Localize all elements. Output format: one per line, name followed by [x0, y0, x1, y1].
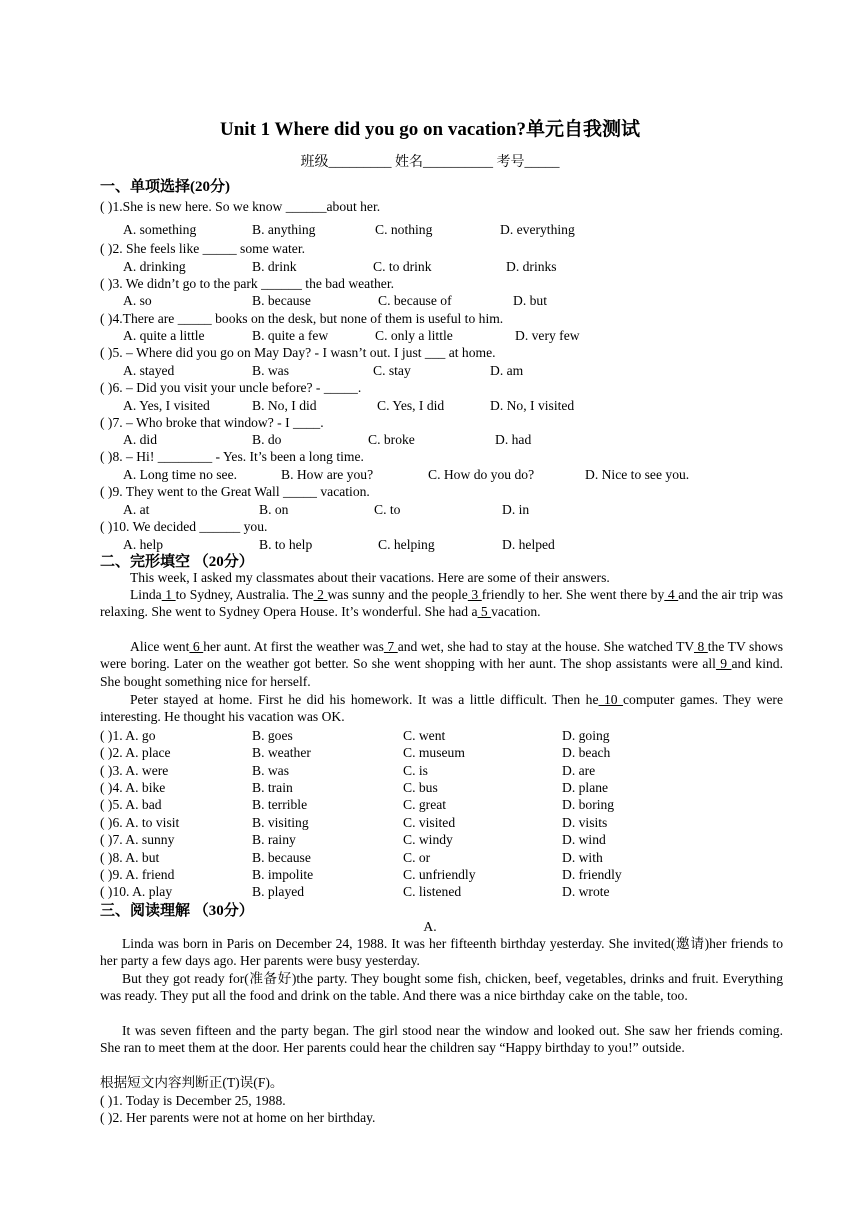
- cloze-option-7-c: C. windy: [403, 832, 453, 848]
- cloze-option-7-b: B. rainy: [252, 832, 296, 848]
- cloze-option-6-d: D. visits: [562, 814, 608, 830]
- cloze-blank-9: 9: [715, 656, 732, 672]
- mc-question-2-option-c: C. to drink: [373, 259, 432, 274]
- mc-question-2-stem: ( )2. She feels like _____ some water.: [100, 241, 305, 256]
- cloze-option-5-d: D. boring: [562, 797, 615, 813]
- cloze-option-10-c: C. listened: [403, 884, 462, 900]
- cloze-option-9-c: C. unfriendly: [403, 866, 476, 882]
- mc-question-10-stem: ( )10. We decided ______ you.: [100, 519, 268, 534]
- mc-question-6-option-c: C. Yes, I did: [377, 398, 445, 413]
- mc-question-3-option-a: A. so: [123, 293, 152, 308]
- mc-question-6-stem: ( )6. – Did you visit your uncle before? - _____.: [100, 380, 362, 395]
- mc-question-2-option-b: B. drink: [252, 259, 297, 274]
- cloze-intro: This week, I asked my classmates about their vacations. Here are some of their answers.: [130, 570, 610, 585]
- cloze-option-10-d: D. wrote: [562, 884, 610, 900]
- mc-question-4-option-c: C. only a little: [375, 328, 453, 343]
- cloze-option-2-d: D. beach: [562, 745, 611, 761]
- cloze-option-6-b: B. visiting: [252, 814, 309, 830]
- mc-question-9-option-a: A. at: [123, 502, 150, 517]
- mc-question-7-stem: ( )7. – Who broke that window? - I ____.: [100, 415, 324, 430]
- cloze-option-10-b: B. played: [252, 884, 305, 900]
- cloze-paragraph-3: Peter stayed at home. First he did his homework. It was a little difficult. Then he 10 computer games. They were interesting. He thought his vacation was OK.: [100, 692, 783, 725]
- mc-question-3-option-b: B. because: [252, 293, 311, 308]
- mc-question-5-option-d: D. am: [490, 363, 524, 378]
- cloze-blank-8: 8: [693, 639, 708, 654]
- mc-question-5-option-b: B. was: [252, 363, 290, 378]
- cloze-option-7-d: D. wind: [562, 832, 606, 848]
- mc-question-1-option-c: C. nothing: [375, 222, 433, 237]
- cloze-option-8-c: C. or: [403, 849, 431, 865]
- mc-question-1-stem: ( )1.She is new here. So we know ______about her.: [100, 199, 381, 214]
- mc-question-9-option-d: D. in: [502, 502, 530, 517]
- section1-heading: 一、单项选择(20分): [100, 179, 230, 195]
- mc-question-4-option-b: B. quite a few: [252, 328, 329, 343]
- cloze-option-4-num: ( )4. A. bike: [100, 780, 166, 795]
- reading-paragraph-2: But they got ready for(准备好)the party. They bought some fish, chicken, beef, vegetables, drinks and fruit. Everything was ready. They put all the food and drink on the table. And there was a nice birthday cake on the table, too.: [100, 971, 783, 1004]
- mc-question-4-option-a: A. quite a little: [123, 328, 205, 343]
- cloze-option-7-num: ( )7. A. sunny: [100, 832, 175, 848]
- cloze-option-2-b: B. weather: [252, 745, 311, 761]
- mc-question-10-option-c: C. helping: [378, 537, 435, 552]
- cloze-paragraph-2: Alice went 6 her aunt. At first the weather was 7 and wet, she had to stay at the house. She watched TV 8 the TV shows were boring. Later on the weather got better. So she went shopping with her aunt. The shop assistants were all 9 and kind. She bought something nice for herself.: [100, 639, 784, 689]
- cloze-option-2-c: C. museum: [403, 745, 465, 761]
- cloze-blank-1: 1: [161, 587, 176, 602]
- cloze-option-9-d: D. friendly: [562, 866, 622, 882]
- mc-question-3-option-c: C. because of: [378, 293, 452, 308]
- cloze-option-5-num: ( )5. A. bad: [100, 797, 162, 813]
- cloze-option-1-num: ( )1. A. go: [100, 728, 156, 743]
- mc-question-8-option-c: C. How do you do?: [428, 467, 535, 482]
- mc-question-7-option-b: B. do: [252, 432, 282, 447]
- mc-question-6-option-b: B. No, I did: [252, 398, 317, 413]
- cloze-option-1-d: D. going: [562, 728, 610, 743]
- cloze-option-2-num: ( )2. A. place: [100, 745, 171, 761]
- section2-heading: 二、完形填空 （20分）: [100, 554, 254, 570]
- cloze-option-3-num: ( )3. A. were: [100, 762, 169, 778]
- cloze-option-1-c: C. went: [403, 728, 446, 743]
- reading-paragraph-1: Linda was born in Paris on December 24, 1988. It was her fifteenth birthday yesterday. She invited(邀请)her friends to her party a few days ago. Her parents were busy yesterday.: [100, 936, 783, 969]
- mc-question-2-option-a: A. drinking: [123, 259, 186, 274]
- cloze-option-4-b: B. train: [252, 780, 293, 795]
- cloze-option-9-b: B. impolite: [252, 866, 314, 882]
- cloze-paragraph-1: Linda 1 to Sydney, Australia. The 2 was sunny and the people 3 friendly to her. She went there by 4 and the air trip was relaxing. She went to Sydney Opera House. It’s wonderful. She had a 5 vacation.: [100, 587, 784, 620]
- cloze-option-1-b: B. goes: [252, 728, 293, 743]
- tf-instruction: 根据短文内容判断正(T)误(F)。: [100, 1075, 284, 1090]
- passage-label: A.: [423, 919, 437, 934]
- cloze-option-6-num: ( )6. A. to visit: [100, 814, 180, 830]
- mc-question-1-option-d: D. everything: [500, 222, 575, 237]
- cloze-blank-5: 5: [477, 604, 492, 620]
- cloze-option-5-c: C. great: [403, 797, 447, 813]
- mc-question-8-stem: ( )8. – Hi! ________ - Yes. It’s been a long time.: [100, 449, 364, 464]
- cloze-blank-3: 3: [467, 587, 482, 602]
- cloze-option-9-num: ( )9. A. friend: [100, 866, 175, 882]
- mc-question-3-stem: ( )3. We didn’t go to the park ______ the bad weather.: [100, 276, 394, 291]
- mc-question-9-stem: ( )9. They went to the Great Wall _____ vacation.: [100, 484, 370, 499]
- section3-heading: 三、阅读理解 （30分）: [100, 903, 254, 919]
- mc-question-2-option-d: D. drinks: [506, 259, 557, 274]
- mc-question-3-option-d: D. but: [513, 293, 547, 308]
- cloze-option-10-num: ( )10. A. play: [100, 884, 173, 900]
- mc-question-9-option-b: B. on: [259, 502, 289, 517]
- cloze-option-3-b: B. was: [252, 762, 290, 778]
- mc-question-1-option-a: A. something: [123, 222, 197, 237]
- tf-question-2: ( )2. Her parents were not at home on her birthday.: [100, 1110, 376, 1125]
- student-info-line: 班级_________ 姓名__________ 考号_____: [300, 155, 560, 170]
- cloze-blank-2: 2: [313, 587, 328, 602]
- cloze-blank-7: 7: [383, 639, 398, 654]
- cloze-option-3-d: D. are: [562, 762, 596, 778]
- reading-paragraph-3: It was seven fifteen and the party began. The girl stood near the window and looked out. She saw her friends coming. She ran to meet them at the door. Her parents could hear the children say “Happy birthday to you!” outside.: [100, 1023, 783, 1056]
- mc-question-10-option-b: B. to help: [259, 537, 313, 552]
- tf-question-1: ( )1. Today is December 25, 1988.: [100, 1093, 286, 1108]
- mc-question-1-option-b: B. anything: [252, 222, 316, 237]
- mc-question-5-stem: ( )5. – Where did you go on May Day? - I wasn’t out. I just ___ at home.: [100, 345, 496, 360]
- mc-question-5-option-a: A. stayed: [123, 363, 175, 378]
- mc-question-4-stem: ( )4.There are _____ books on the desk, but none of them is useful to him.: [100, 311, 504, 326]
- mc-question-10-option-a: A. help: [123, 537, 164, 552]
- cloze-option-4-d: D. plane: [562, 780, 609, 795]
- mc-question-7-option-d: D. had: [495, 432, 532, 447]
- mc-question-7-option-c: C. broke: [368, 432, 415, 447]
- cloze-option-6-c: C. visited: [403, 814, 456, 830]
- cloze-option-8-d: D. with: [562, 849, 603, 865]
- mc-question-4-option-d: D. very few: [515, 328, 580, 343]
- mc-question-7-option-a: A. did: [123, 432, 157, 447]
- cloze-option-8-num: ( )8. A. but: [100, 849, 160, 865]
- cloze-blank-4: 4: [664, 587, 679, 602]
- mc-question-9-option-c: C. to: [374, 502, 401, 517]
- mc-question-8-option-d: D. Nice to see you.: [585, 467, 690, 482]
- cloze-option-4-c: C. bus: [403, 780, 438, 795]
- mc-question-10-option-d: D. helped: [502, 537, 555, 552]
- cloze-blank-6: 6: [189, 639, 204, 654]
- cloze-blank-10: 10: [598, 692, 624, 707]
- mc-question-8-option-b: B. How are you?: [281, 467, 374, 482]
- mc-question-8-option-a: A. Long time no see.: [123, 467, 238, 482]
- cloze-option-8-b: B. because: [252, 849, 311, 865]
- cloze-option-3-c: C. is: [403, 762, 428, 778]
- cloze-option-5-b: B. terrible: [252, 797, 308, 813]
- page-title: Unit 1 Where did you go on vacation?单元自我测试: [220, 119, 640, 140]
- mc-question-6-option-d: D. No, I visited: [490, 398, 575, 413]
- mc-question-5-option-c: C. stay: [373, 363, 411, 378]
- mc-question-6-option-a: A. Yes, I visited: [123, 398, 210, 413]
